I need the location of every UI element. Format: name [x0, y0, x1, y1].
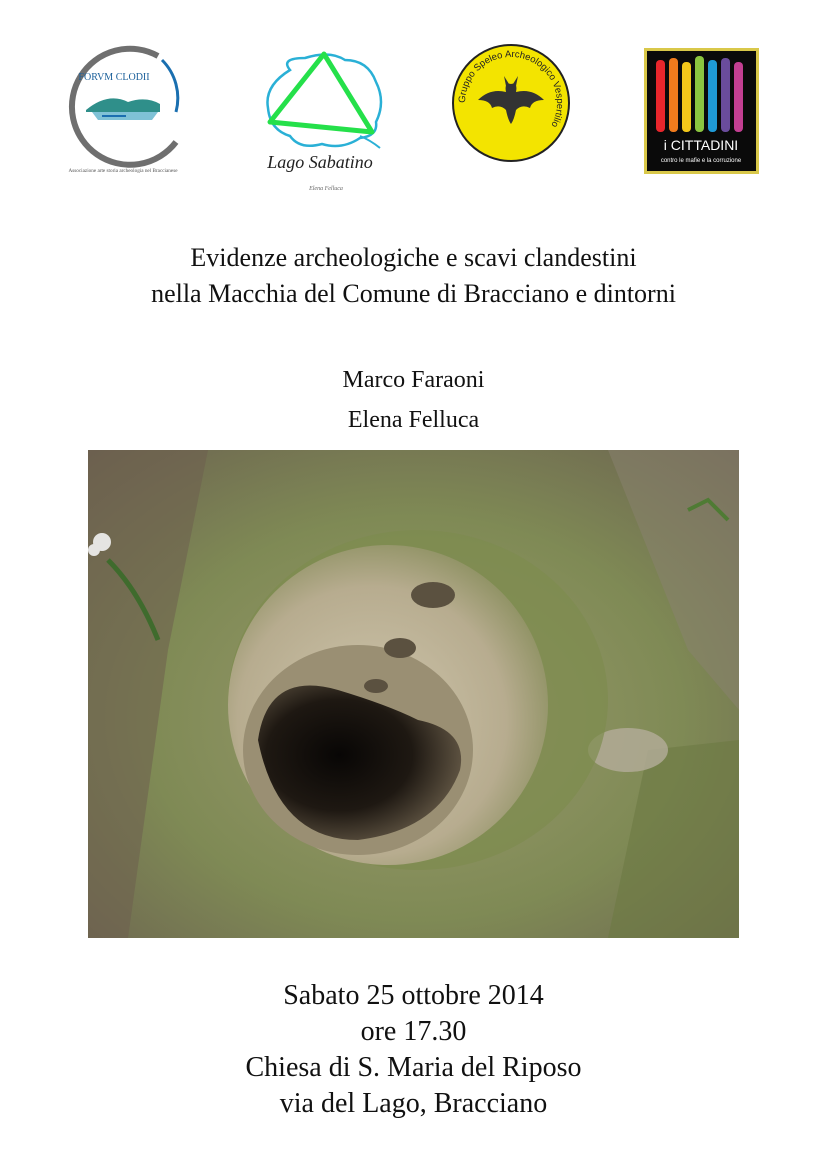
event-address: via del Lago, Bracciano — [279, 1088, 548, 1119]
lecture-title — [0, 240, 827, 312]
event-date: Sabato 25 ottobre 2014 — [283, 980, 544, 1011]
author-2: Elena Felluca — [347, 407, 480, 433]
i-cittadini-tagline: contro le mafie e la corruzione — [660, 158, 742, 164]
event-time: ore 17.30 — [360, 1016, 467, 1047]
event-info — [0, 978, 827, 1122]
well-shaft-photo — [88, 450, 739, 938]
i-cittadini-name: i CITTADINI — [663, 137, 739, 153]
forum-clodii-name: FORVM CLODII — [78, 72, 150, 83]
logo-row — [0, 0, 827, 215]
lago-sabatino-logo — [250, 40, 400, 200]
lago-sabatino-signature: Elena Felluca — [309, 186, 343, 192]
forum-clodii-logo — [58, 42, 188, 182]
event-venue: Chiesa di S. Maria del Riposo — [245, 1052, 582, 1083]
authors — [0, 360, 827, 440]
title-line-2: nella Macchia del Comune di Bracciano e dintorni — [151, 279, 676, 308]
gruppo-speleo-logo — [450, 42, 572, 164]
gruppo-speleo-ring-text: Gruppo Speleo Archeologico Vespertilio — [456, 48, 566, 130]
i-cittadini-logo — [644, 48, 759, 174]
title-line-1: Evidenze archeologiche e scavi clandestini — [190, 243, 637, 272]
author-1: Marco Faraoni — [342, 367, 485, 393]
lago-sabatino-name: Lago Sabatino — [267, 152, 373, 172]
forum-clodii-caption: Associazione arte storia archeologia nel Braccianese — [68, 168, 178, 174]
